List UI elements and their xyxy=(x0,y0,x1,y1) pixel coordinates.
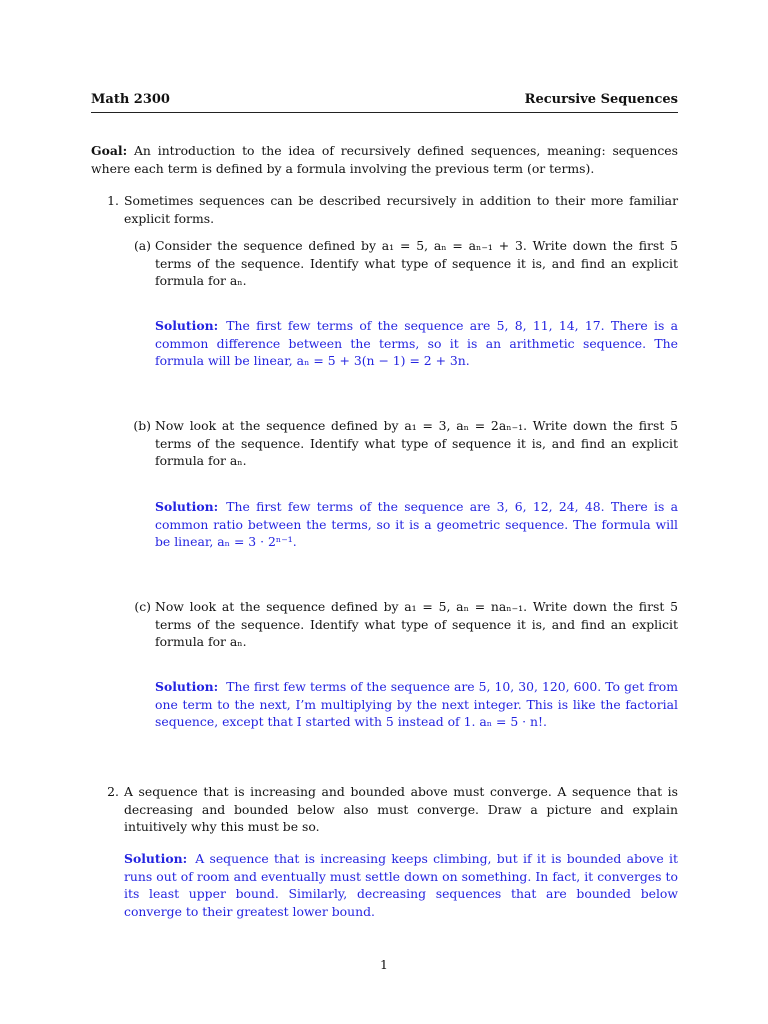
solution-label: Solution: xyxy=(155,318,219,333)
solution-text: A sequence that is increasing keeps climbing, but if it is bounded above it runs out of room and eventually must settle down on something. In fact, it converges to its least upper bound. Similarly, decreasing sequences that are bounded below converge to their greatest lower bound. xyxy=(124,851,678,919)
solution-block xyxy=(155,317,678,370)
solution-text: The first few terms of the sequence are 5, 8, 11, 14, 17. There is a common difference between the terms, so it is an arithmetic sequence. The formula will be linear, aₙ = 5 + 3(n − 1) = 2 + 3n. xyxy=(155,318,678,369)
solution-block xyxy=(124,850,678,920)
part-prompt: Consider the sequence defined by a₁ = 5, aₙ = aₙ₋₁ + 3. Write down the first 5 terms of the sequence. Identify what type of sequence it is, and find an explicit formula for aₙ. xyxy=(155,238,678,289)
topic-title: Recursive Sequences xyxy=(524,92,678,107)
problem-text: Sometimes sequences can be described recursively in addition to their more familiar explicit forms. xyxy=(124,193,678,226)
page-number: 1 xyxy=(380,957,388,972)
part-label: (b) xyxy=(133,418,151,433)
goal-paragraph xyxy=(91,142,678,177)
course-title: Math 2300 xyxy=(91,92,170,107)
goal-label: Goal: xyxy=(91,143,128,158)
solution-block xyxy=(155,678,678,731)
part-prompt: Now look at the sequence defined by a₁ = 3, aₙ = 2aₙ₋₁. Write down the first 5 terms of the sequence. Identify what type of sequence it is, and find an explicit formula for aₙ. xyxy=(155,418,678,469)
solution-label: Solution: xyxy=(155,679,219,694)
problem-text: A sequence that is increasing and bounded above must converge. A sequence that is decreasing and bounded below also must converge. Draw a picture and explain intuitively why this must be so. xyxy=(124,784,678,835)
page-header xyxy=(91,91,678,109)
solution-text: The first few terms of the sequence are 3, 6, 12, 24, 48. There is a common ratio between the terms, so it is a geometric sequence. The formula will be linear, aₙ = 3 · 2ⁿ⁻¹. xyxy=(155,499,678,550)
header-rule xyxy=(91,112,678,113)
solution-label: Solution: xyxy=(124,851,188,866)
problem-number: 1. xyxy=(107,193,119,208)
solution-text: The first few terms of the sequence are 5, 10, 30, 120, 600. To get from one term to the next, I’m multiplying by the next integer. This is like the factorial sequence, except that I started with 5 instead of 1. aₙ = 5 · n!. xyxy=(155,679,678,730)
part-prompt: Now look at the sequence defined by a₁ = 5, aₙ = naₙ₋₁. Write down the first 5 terms of the sequence. Identify what type of sequence it is, and find an explicit formula for aₙ. xyxy=(155,599,678,650)
goal-text: An introduction to the idea of recursively defined sequences, meaning: sequences where each term is defined by a formula involving the previous term (or terms). xyxy=(91,143,678,176)
solution-label: Solution: xyxy=(155,499,219,514)
solution-block xyxy=(155,498,678,551)
part-label: (c) xyxy=(134,599,151,614)
problem-number: 2. xyxy=(107,784,119,799)
part-label: (a) xyxy=(133,238,151,253)
